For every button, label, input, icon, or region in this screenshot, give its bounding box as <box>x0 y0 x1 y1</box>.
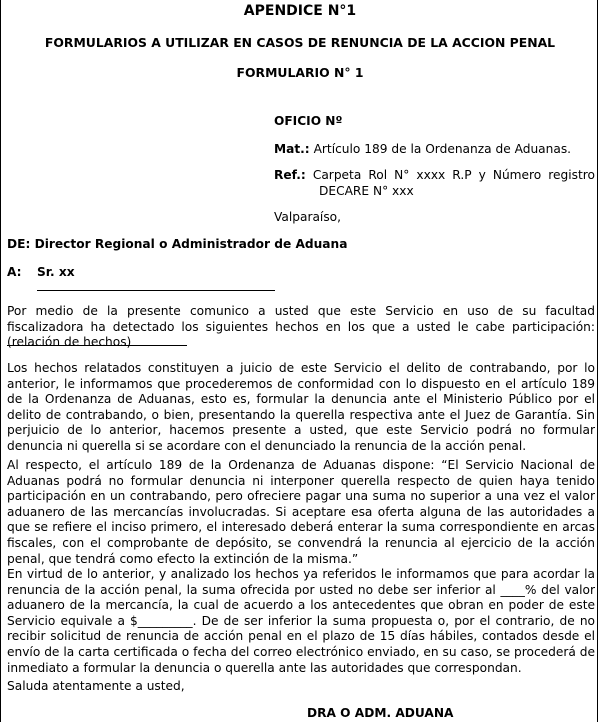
reference-line-1 <box>274 168 595 184</box>
closing-salutation: Saluda atentamente a usted, <box>7 679 185 693</box>
ref-word: N° <box>394 168 410 182</box>
ref-word: y <box>478 168 486 182</box>
matter-line <box>274 142 571 156</box>
oficio-label: OFICIO Nº <box>274 114 343 128</box>
ref-word: Rol <box>368 168 388 182</box>
paragraph-contraband: Los hechos relatados constituyen a juicio de este Servicio el delito de contrabando, por lo anterior, le informamos que procederemos de conformidad con lo dispuesto en el artículo 189 de la Ordenanza de Aduanas, esto es, formular la denuncia ante el Ministerio Público por el delito de contrabando, o bien, presentando la querella respectiva ante el Juez de Garantía. Sin perjuicio de lo anterior, hacemos presente a usted, que este Servicio podrá no formular denuncia ni querella si se acordare con el denunciado la renuncia de la acción penal. <box>7 361 595 453</box>
to-label: A: <box>7 265 22 279</box>
to-recipient: Sr. xx <box>37 265 75 279</box>
paragraph-facts: Por medio de la presente comunico a usted que este Servicio en uso de su facultad fiscalizadora ha detectado los siguientes hechos en los que a usted le cabe participación: (relación de hechos) <box>7 304 595 350</box>
ref-label: Ref.: <box>274 168 306 182</box>
paragraph-offer-terms: En virtud de lo anterior, y analizado los hechos ya referidos le informamos que para acordar la renuncia de la acción penal, la suma ofrecida por usted no debe ser inferior al ____% del valor aduanero de la mercancía, la cual de acuerdo a los antecedentes que obran en poder de este Servicio equivale a $_________. De de ser inferior la suma propuesta o, por el contrario, de no recibir solicitud de renuncia de acción penal en el plazo de 15 días hábiles, contados desde el envío de la carta certificada o fecha del correo electrónico enviado, en su caso, se procederá de inmediato a formular la denuncia o querella ante las autoridades que correspondan. <box>7 567 595 675</box>
reference-block <box>274 168 595 199</box>
recipient-underline <box>37 290 275 291</box>
facts-underline <box>7 345 187 346</box>
ref-word: registro <box>548 168 595 182</box>
ref-word: xxxx <box>416 168 446 182</box>
form-title: FORMULARIO N° 1 <box>236 65 364 80</box>
reference-line-2: DECARE N° xxx <box>319 183 414 198</box>
mat-text: Artículo 189 de la Ordenanza de Aduanas. <box>313 142 572 156</box>
mat-label: Mat.: <box>274 142 310 156</box>
ref-word: R.P <box>452 168 472 182</box>
from-line <box>7 237 347 251</box>
signature-line: DRA O ADM. ADUANA <box>307 706 454 720</box>
de-text: Director Regional o Administrador de Aduana <box>34 237 348 251</box>
ref-word: Carpeta <box>312 168 362 182</box>
appendix-title: APENDICE N°1 <box>243 3 357 19</box>
de-label: DE: <box>7 237 31 251</box>
document-subtitle: FORMULARIOS A UTILIZAR EN CASOS DE RENUNCIA DE LA ACCION PENAL <box>44 35 556 50</box>
ref-word: Número <box>492 168 542 182</box>
paragraph-article-189: Al respecto, el artículo 189 de la Ordenanza de Aduanas dispone: “El Servicio Nacional de Aduanas podrá no formular denuncia ni interponer querella respecto de quien haya tenido participación en un contrabando, pero ofreciere pagar una suma no superior a una vez el valor aduanero de las mercancías involucradas. Si aceptare esa oferta alguna de las autoridades a que se refiere el inciso primero, el interesado deberá enterar la suma correspondiente en arcas fiscales, con el comprobante de depósito, se convendrá la renuncia al ejercicio de la acción penal, que tendrá como efecto la extinción de la misma.” <box>7 458 595 566</box>
city-date: Valparaíso, <box>274 210 341 224</box>
